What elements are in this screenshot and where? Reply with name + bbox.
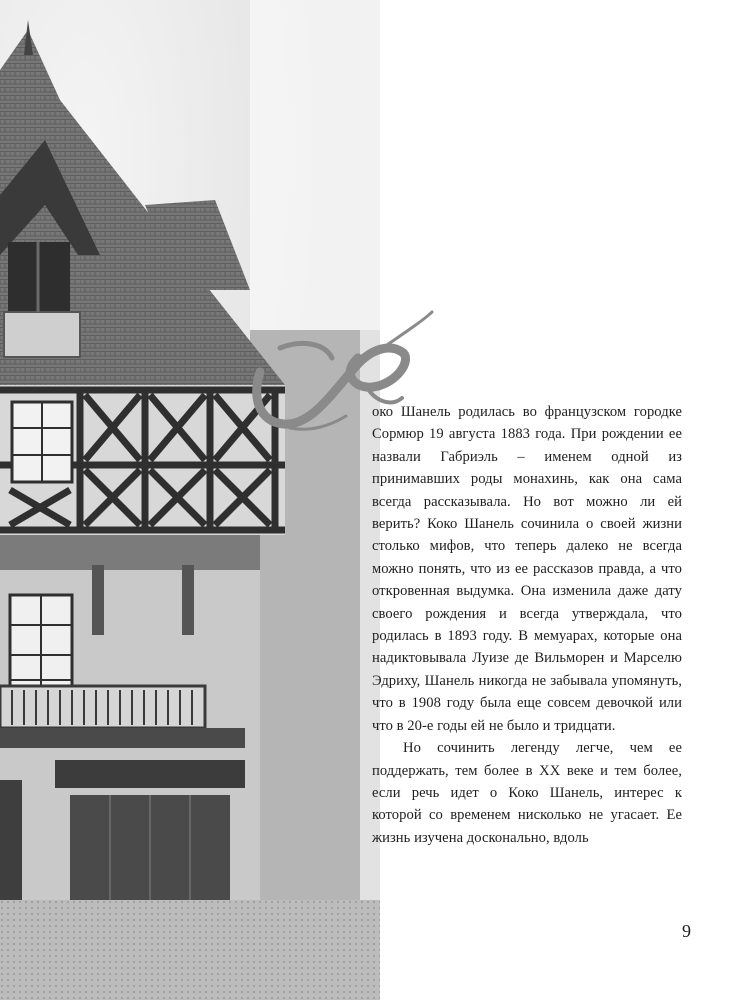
paragraph-2: Но сочинить легенду легче, чем ее поддержать, тем более в XX веке и тем более, если речь идет о Коко Шанель, интерес к которой со временем нисколько не угасает. Ее жизнь изучена досконально, вдоль — [372, 740, 682, 846]
body-text — [372, 401, 682, 849]
page-number: 9 — [682, 921, 691, 941]
paragraph-1: око Шанель родилась во французском городке Сормюр 19 августа 1883 года. При рождении ее назвали Габриэль – именем одной из принимавших роды монахинь, как она сама всегда рассказывала. Но вот можно ли ей верить? Коко Шанель сочинила о своей жизни столько мифов, что теперь далеко не всегда можно понять, что из ее рассказов правда, а что откровенная выдумка. Она изменила даже дату своего рождения и всегда утверждала, что родилась в 1893 году. В мемуарах, которые она надиктовывала Луизе де Вильморен и Марселю Эдриху, Шанель никогда не забывала упомянуть, что в 1908 году была еще совсем девочкой или что в 20-е годы ей не было и тридцати. — [372, 404, 682, 734]
drop-cap-text: К — [250, 300, 251, 301]
